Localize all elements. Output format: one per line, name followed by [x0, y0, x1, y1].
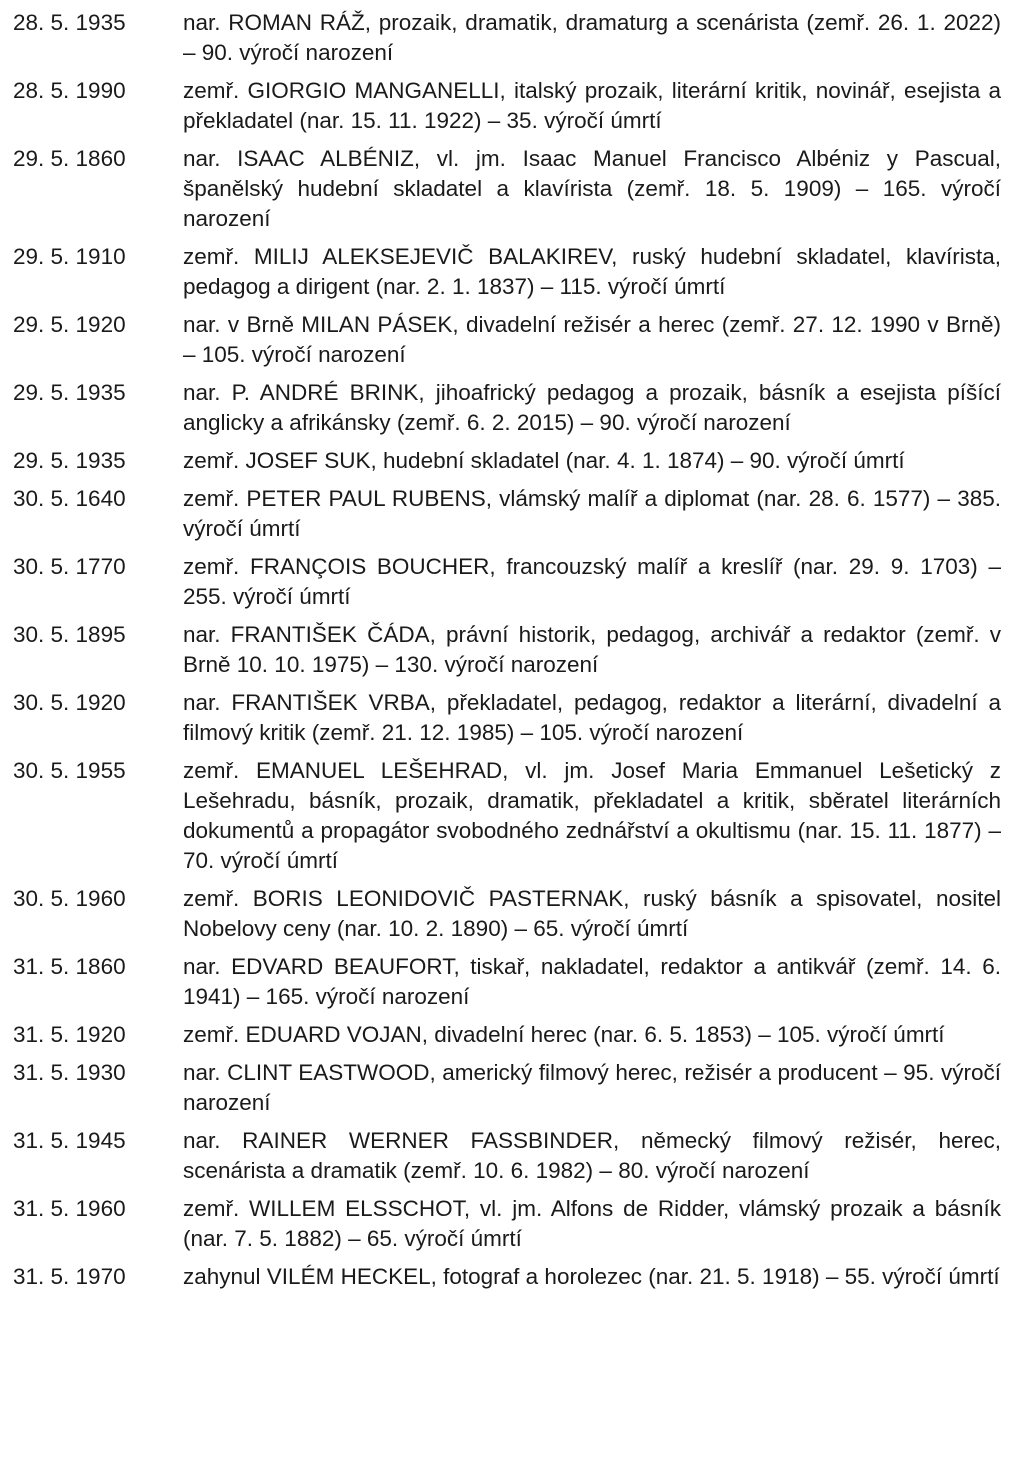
list-item — [0, 476, 1020, 544]
entry-date: 29. 5. 1935 — [13, 380, 126, 405]
list-item — [0, 234, 1020, 302]
entry-date: 31. 5. 1945 — [13, 1128, 126, 1153]
entry-text: zahynul VILÉM HECKEL, fotograf a horolezec (nar. 21. 5. 1918) – 55. výročí úmrtí — [183, 1264, 1000, 1289]
list-item — [0, 876, 1020, 944]
entry-text: zemř. BORIS LEONIDOVIČ PASTERNAK, ruský básník a spisovatel, nositel Nobelovy ceny (nar. 10. 2. 1890) – 65. výročí úmrtí — [183, 886, 1001, 941]
entry-date: 30. 5. 1960 — [13, 886, 126, 911]
list-item — [0, 0, 1020, 68]
entry-date: 29. 5. 1910 — [13, 244, 126, 269]
entry-date: 30. 5. 1955 — [13, 758, 126, 783]
entry-text: zemř. GIORGIO MANGANELLI, italský prozaik, literární kritik, novinář, esejista a překladatel (nar. 15. 11. 1922) – 35. výročí úmrtí — [183, 78, 1001, 133]
list-item — [0, 370, 1020, 438]
entry-text: nar. P. ANDRÉ BRINK, jihoafrický pedagog a prozaik, básník a esejista píšící anglicky a afrikánsky (zemř. 6. 2. 2015) – 90. výročí narození — [183, 380, 1001, 435]
entry-text: nar. v Brně MILAN PÁSEK, divadelní režisér a herec (zemř. 27. 12. 1990 v Brně) – 105. výročí narození — [183, 312, 1001, 367]
entry-text: zemř. JOSEF SUK, hudební skladatel (nar. 4. 1. 1874) – 90. výročí úmrtí — [183, 448, 905, 473]
entry-text: nar. CLINT EASTWOOD, americký filmový herec, režisér a producent – 95. výročí narození — [183, 1060, 1001, 1115]
entry-text: zemř. EMANUEL LEŠEHRAD, vl. jm. Josef Maria Emmanuel Lešetický z Lešehradu, básník, prozaik, dramatik, překladatel a kritik, sběratel literárních dokumentů a propagátor svobodného zednářství a okultismu (nar. 15. 11. 1877) – 70. výročí úmrtí — [183, 758, 1001, 873]
entry-text: nar. EDVARD BEAUFORT, tiskař, nakladatel, redaktor a antikvář (zemř. 14. 6. 1941) – 165. výročí narození — [183, 954, 1001, 1009]
entry-date: 30. 5. 1770 — [13, 554, 126, 579]
entry-date: 29. 5. 1935 — [13, 448, 126, 473]
entry-text: nar. RAINER WERNER FASSBINDER, německý filmový režisér, herec, scenárista a dramatik (zemř. 10. 6. 1982) – 80. výročí narození — [183, 1128, 1001, 1183]
list-item — [0, 1012, 1020, 1050]
entry-text: zemř. MILIJ ALEKSEJEVIČ BALAKIREV, ruský hudební skladatel, klavírista, pedagog a dirigent (nar. 2. 1. 1837) – 115. výročí úmrtí — [183, 244, 1001, 299]
entry-date: 31. 5. 1930 — [13, 1060, 126, 1085]
entry-date: 31. 5. 1960 — [13, 1196, 126, 1221]
entry-text: nar. ISAAC ALBÉNIZ, vl. jm. Isaac Manuel Francisco Albéniz y Pascual, španělský hudební skladatel a klavírista (zemř. 18. 5. 1909) – 165. výročí narození — [183, 146, 1001, 231]
entry-text: zemř. FRANÇOIS BOUCHER, francouzský malíř a kreslíř (nar. 29. 9. 1703) – 255. výročí úmrtí — [183, 554, 1001, 609]
entry-text: nar. ROMAN RÁŽ, prozaik, dramatik, dramaturg a scenárista (zemř. 26. 1. 2022) – 90. výročí narození — [183, 10, 1001, 65]
entry-date: 29. 5. 1920 — [13, 312, 126, 337]
list-item — [0, 68, 1020, 136]
entry-text: zemř. WILLEM ELSSCHOT, vl. jm. Alfons de Ridder, vlámský prozaik a básník (nar. 7. 5. 1882) – 65. výročí úmrtí — [183, 1196, 1001, 1251]
list-item — [0, 748, 1020, 876]
entry-text: nar. FRANTIŠEK VRBA, překladatel, pedagog, redaktor a literární, divadelní a filmový kritik (zemř. 21. 12. 1985) – 105. výročí narození — [183, 690, 1001, 745]
entry-date: 28. 5. 1935 — [13, 10, 126, 35]
entry-date: 31. 5. 1920 — [13, 1022, 126, 1047]
entry-date: 30. 5. 1920 — [13, 690, 126, 715]
entry-date: 30. 5. 1640 — [13, 486, 126, 511]
list-item — [0, 944, 1020, 1012]
entry-date: 31. 5. 1970 — [13, 1264, 126, 1289]
entry-date: 28. 5. 1990 — [13, 78, 126, 103]
list-item — [0, 438, 1020, 476]
entry-date: 30. 5. 1895 — [13, 622, 126, 647]
entry-date: 31. 5. 1860 — [13, 954, 126, 979]
list-item — [0, 612, 1020, 680]
list-item — [0, 136, 1020, 234]
list-item — [0, 302, 1020, 370]
list-item — [0, 544, 1020, 612]
entry-text: nar. FRANTIŠEK ČÁDA, právní historik, pedagog, archivář a redaktor (zemř. v Brně 10. 10. 1975) – 130. výročí narození — [183, 622, 1001, 677]
entry-text: zemř. PETER PAUL RUBENS, vlámský malíř a diplomat (nar. 28. 6. 1577) – 385. výročí úmrtí — [183, 486, 1001, 541]
list-item — [0, 1050, 1020, 1118]
entry-text: zemř. EDUARD VOJAN, divadelní herec (nar. 6. 5. 1853) – 105. výročí úmrtí — [183, 1022, 945, 1047]
list-item — [0, 1186, 1020, 1254]
list-item — [0, 680, 1020, 748]
list-item — [0, 1254, 1020, 1292]
entry-date: 29. 5. 1860 — [13, 146, 126, 171]
list-item — [0, 1118, 1020, 1186]
